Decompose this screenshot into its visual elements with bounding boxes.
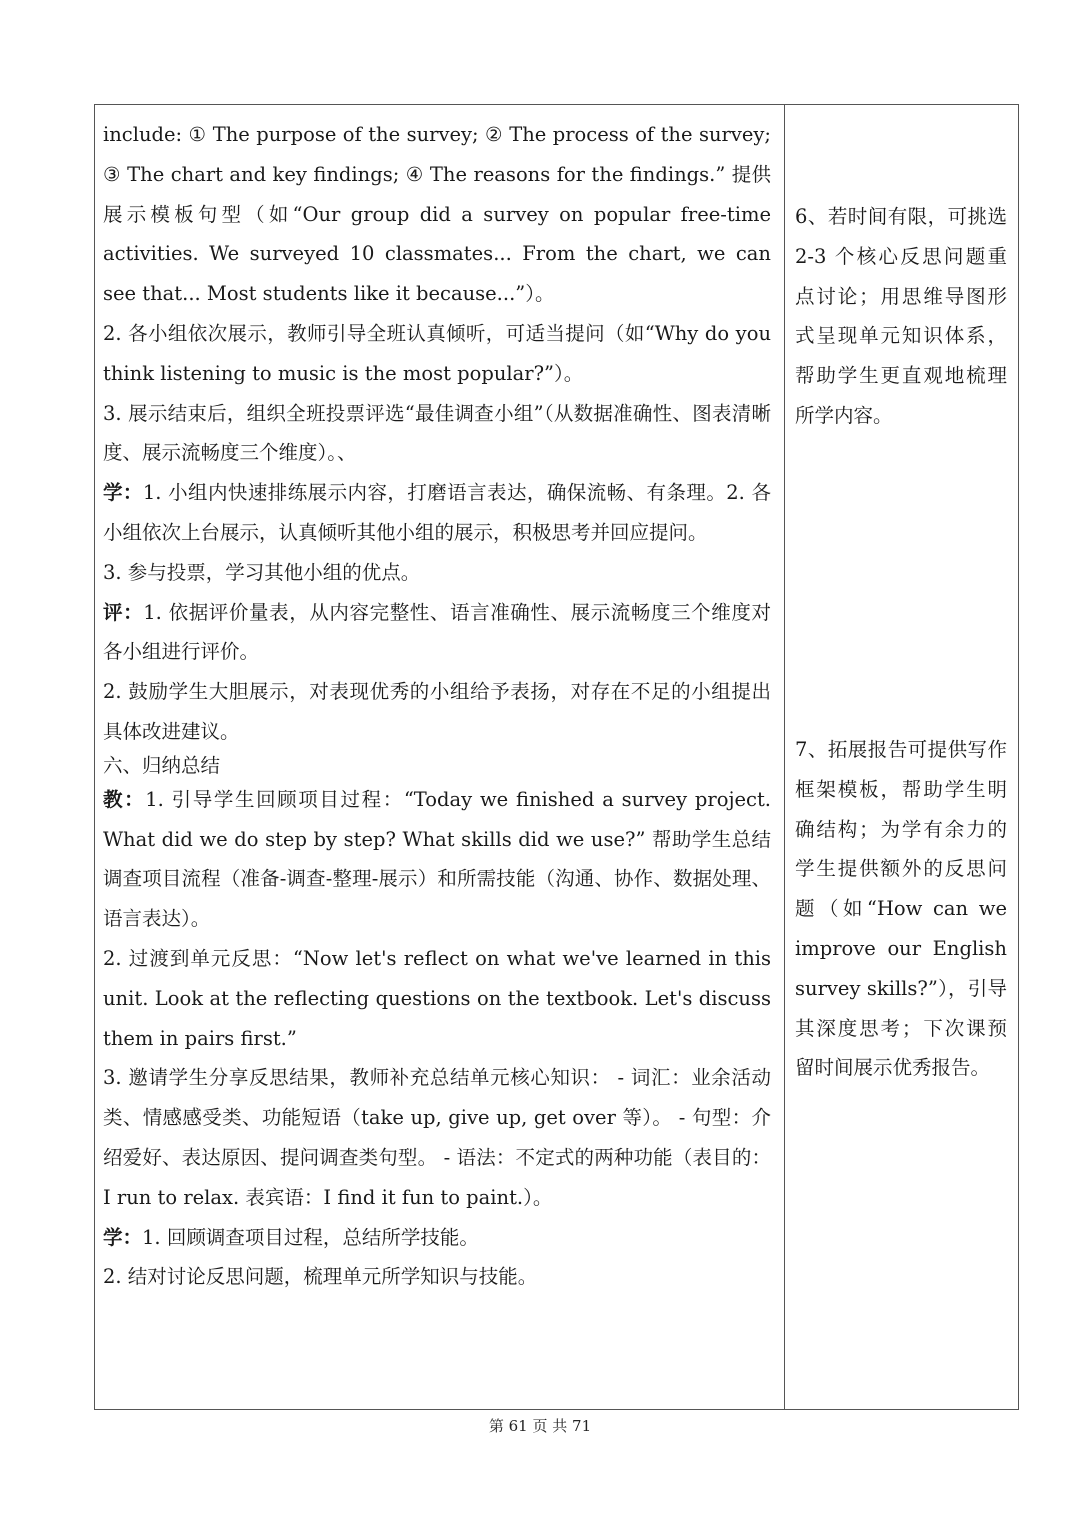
student-label: 学： xyxy=(103,481,143,505)
teacher-step-3: 3. 展示结束后，组织全班投票评选“最佳调查小组”（从数据准确性、图表清晰度、展示流畅度三个维度）。、 xyxy=(103,401,771,465)
presentation-template-paragraph: include: ① The purpose of the survey; ② The process of the survey; ③ The chart and key findings; ④ The reasons for the findings.” 提供展示模板句型（如“Our group did a survey on popular free-time activities. We surveyed 10 classmates... From the chart, we can see that... Most students like it because...”）。 xyxy=(103,123,771,306)
page-number: 第 61 页 共 71 xyxy=(488,1417,592,1435)
teacher-label: 教： xyxy=(103,787,146,811)
student-pair-discussion: 2. 结对讨论反思问题，梳理单元所学知识与技能。 xyxy=(103,1265,538,1289)
teacher-summary-paragraph xyxy=(103,780,771,939)
note-7: 7、拓展报告可提供写作框架模板，帮助学生明确结构；为学有余力的学生提供额外的反思问题（如“How can we improve our English survey skills?”），引导其深度思考；下次课预留时间展示优秀报告。 xyxy=(795,738,1007,1080)
reflection-transition: 2. 过渡到单元反思：“Now let's reflect on what we've learned in this unit. Look at the reflecting questions on the textbook. Let's discuss them in pairs first.” xyxy=(103,946,771,1050)
student-review-text: 1. 回顾调查项目过程，总结所学技能。 xyxy=(142,1225,479,1249)
teacher-step-2: 2. 各小组依次展示，教师引导全班认真倾听，可适当提问（如“Why do you think listening to music is the most popular?”）。 xyxy=(103,321,771,385)
student-review-paragraph xyxy=(103,1218,771,1258)
core-knowledge-summary: 3. 邀请学生分享反思结果，教师补充总结单元核心知识： - 词汇：业余活动类、情感感受类、功能短语（take up, give up, get over 等）。 - 句型：介绍爱好、表达原因、提问调查类句型。 - 语法：不定式的两种功能（表目的：I run to relax. 表宾语：I find it fun to paint.）。 xyxy=(103,1066,771,1209)
student-steps-text: 1. 小组内快速排练展示内容，打磨语言表达，确保流畅、有条理。2. 各小组依次上台展示，认真倾听其他小组的展示，积极思考并回应提问。 xyxy=(103,481,771,544)
column-divider xyxy=(784,105,785,1409)
lesson-plan-table xyxy=(94,104,1019,1410)
student-label-2: 学： xyxy=(103,1225,143,1249)
note-6: 6、若时间有限，可挑选 2-3 个核心反思问题重点讨论；用思维导图形式呈现单元知识体系，帮助学生更直观地梳理所学内容。 xyxy=(795,205,1007,427)
student-steps-paragraph xyxy=(103,473,771,553)
evaluation-step-2: 2. 鼓励学生大胆展示，对表现优秀的小组给予表扬，对存在不足的小组提出具体改进建议。 xyxy=(103,680,771,743)
activity-cell xyxy=(103,115,771,1297)
evaluation-paragraph xyxy=(103,593,771,673)
section-title: 六、归纳总结 xyxy=(103,753,221,777)
evaluation-label: 评： xyxy=(103,600,144,624)
evaluation-text: 1. 依据评价量表，从内容完整性、语言准确性、展示流畅度三个维度对各小组进行评价。 xyxy=(103,600,771,664)
student-step-3: 3. 参与投票，学习其他小组的优点。 xyxy=(103,560,421,584)
teacher-summary-text: 1. 引导学生回顾项目过程：“Today we finished a survey project. What did we do step by step? What skills did we use?” 帮助学生总结调查项目流程（准备-调查-整理-展示）和所需技能（沟通、协作、数据处理、语言表达）。 xyxy=(103,787,771,931)
